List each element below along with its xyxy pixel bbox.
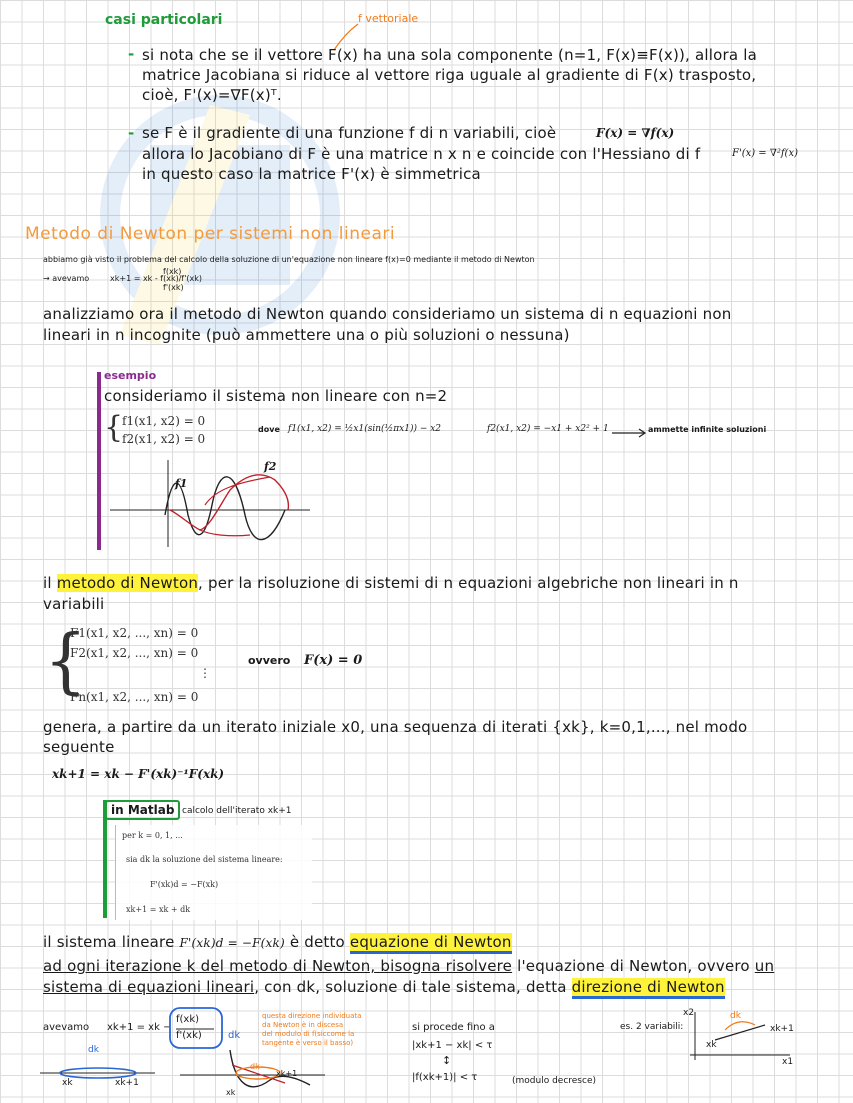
- bottom-iteration: xk+1 = xk −: [107, 1022, 172, 1033]
- definition-line2-b: l'equazione di Newton, ovvero: [517, 957, 750, 975]
- newton-line1-post: , per la risoluzione di sistemi di n equazioni algebriche non lineari in n: [198, 574, 739, 592]
- bottom-frac-num: f(xk): [176, 1014, 200, 1025]
- proc-line1: si procede fino a: [412, 1022, 495, 1033]
- matlab-tag: in Matlab: [105, 800, 180, 820]
- sketch1-xk1: xk+1: [115, 1078, 139, 1088]
- f1-definition: f1(x1, x2) = ½x1(sin(½πx1)) − x2: [288, 424, 442, 434]
- proc-line2: |xk+1 − xk| < τ: [412, 1040, 493, 1051]
- definition-line3-a: sistema di equazioni lineari: [43, 978, 255, 996]
- definition-line2-a: ad ogni iterazione k del metodo di Newton, bisogna risolvere: [43, 957, 513, 975]
- definition-pre: il sistema lineare: [43, 933, 175, 951]
- case2-formula2: F'(x) = ∇²f(x): [732, 148, 799, 159]
- example-eq2: f2(x1, x2) = 0: [122, 432, 206, 446]
- note-line2: da Newton è in discesa: [262, 1021, 344, 1029]
- definition-formula: F'(xk)d = −F(xk): [179, 936, 285, 950]
- bullet-case1: -: [128, 45, 135, 63]
- recall-prefix: → avevamo: [43, 274, 90, 283]
- definition-mid: è detto: [289, 933, 345, 951]
- newton-line1-highlight: metodo di Newton: [56, 574, 199, 592]
- recall-line1: abbiamo già visto il problema del calcolo della soluzione di un'equazione non lineare f(x)=0 mediante il metodo di Newton: [43, 255, 535, 264]
- sketch2-xk: xk: [226, 1088, 236, 1097]
- bottom-dk-label: dk: [228, 1030, 241, 1041]
- recall-formula: xk+1 = xk - f(xk)/f'(xk): [110, 274, 203, 283]
- example-label: esempio: [104, 369, 157, 382]
- definition-line3-b: , con dk, soluzione di tale sistema, detta: [254, 978, 567, 996]
- note-line1: questa direzione individuata: [262, 1012, 362, 1020]
- sketch3-dk: dk: [730, 1011, 741, 1021]
- bullet-case2: -: [128, 124, 135, 142]
- system-brace: {: [44, 620, 88, 703]
- graph-label-f2: f2: [264, 460, 277, 473]
- newton-1d-sketch: [40, 1043, 160, 1093]
- sketch3-xk1: xk+1: [770, 1024, 794, 1034]
- ammette-text: ammette infinite soluzioni: [648, 425, 767, 434]
- arrow-to-ammette: [612, 428, 648, 438]
- case1-line3: cioè, F'(x)=∇F(x)ᵀ.: [142, 86, 282, 104]
- newton-line1: [43, 574, 739, 592]
- case1-line1: si nota che se il vettore F(x) ha una sola componente (n=1, F(x)≡F(x)), allora la: [142, 46, 757, 64]
- two-var-label: es. 2 variabili:: [620, 1022, 684, 1032]
- algo-line3: F'(xk)d = −F(xk): [150, 880, 219, 889]
- definition-highlight: equazione di Newton: [350, 933, 512, 954]
- proc-line4: |f(xk+1)| < τ: [412, 1072, 478, 1083]
- f2-definition: f2(x1, x2) = −x1 + x2² + 1: [487, 424, 609, 434]
- sketch2-dk: dk: [250, 1062, 260, 1071]
- matlab-algorithm: [115, 825, 312, 920]
- example-bar: [97, 372, 101, 550]
- newton-line2: variabili: [43, 595, 105, 613]
- system-eq2: F2(x1, x2, ..., xn) = 0: [70, 646, 199, 660]
- system-eqn: Fn(x1, x2, ..., xn) = 0: [70, 690, 199, 704]
- proc-line5: (modulo decresce): [512, 1076, 596, 1086]
- dove-label: dove: [258, 425, 280, 434]
- sketch3-xk: xk: [706, 1040, 717, 1050]
- algo-line4: xk+1 = xk + dk: [126, 905, 191, 914]
- intro-line1: analizziamo ora il metodo di Newton quando consideriamo un sistema di n equazioni non: [43, 305, 732, 323]
- definition-line2: [43, 957, 774, 975]
- case2-line3: in questo caso la matrice F'(x) è simmetrica: [142, 165, 481, 183]
- frac-circle: [168, 1006, 228, 1050]
- casi-particolari-heading: casi particolari: [105, 12, 223, 28]
- system-dots: ⋮: [199, 666, 211, 680]
- case2-formula1: F(x) = ∇f(x): [596, 126, 675, 140]
- newton-tangent-sketch: [180, 1045, 330, 1100]
- recall-numerator: f(xk): [163, 267, 182, 276]
- definition-line3-highlight: direzione di Newton: [572, 978, 725, 999]
- sketch2-xk1: xk+1: [276, 1069, 298, 1078]
- example-graph: [110, 455, 330, 550]
- algo-line2: sia dk la soluzione del sistema lineare:: [126, 855, 283, 864]
- sketch1-xk: xk: [62, 1078, 73, 1088]
- newton-iteration: xk+1 = xk − F'(xk)⁻¹F(xk): [52, 767, 225, 781]
- intro-line2: lineari in n incognite (può ammettere una o più soluzioni o nessuna): [43, 326, 570, 344]
- definition-line3: [43, 978, 725, 996]
- proc-line3: ↕: [442, 1054, 452, 1067]
- definition-line1: [43, 933, 512, 951]
- algo-line1: per k = 0, 1, ...: [122, 831, 183, 840]
- axis-x2: x2: [683, 1008, 695, 1018]
- newton-line1-pre: il: [43, 574, 52, 592]
- ovvero-label: ovvero: [248, 654, 291, 667]
- axis-x1: x1: [782, 1057, 794, 1067]
- f-vettoriale-note: f vettoriale: [358, 12, 419, 25]
- generate-line1: genera, a partire da un iterato iniziale x0, una sequenza di iterati {xk}, k=0,1,..., nel modo: [43, 718, 748, 736]
- definition-line2-c: un: [754, 957, 775, 975]
- case2-line2: allora lo Jacobiano di F è una matrice n x n e coincide con l'Hessiano di f: [142, 145, 701, 163]
- example-text: consideriamo il sistema non lineare con n=2: [104, 387, 448, 405]
- example-eq1: f1(x1, x2) = 0: [122, 414, 206, 428]
- example-brace: {: [104, 410, 124, 445]
- matlab-caption: calcolo dell'iterato xk+1: [182, 806, 292, 816]
- bottom-avevamo: avevamo: [43, 1022, 90, 1033]
- case1-line2: matrice Jacobiana si riduce al vettore riga uguale al gradiente di F(x) trasposto,: [142, 66, 757, 84]
- graph-label-f1: f1: [175, 477, 188, 490]
- compact-system: F(x) = 0: [304, 653, 363, 668]
- sketch1-dk: dk: [88, 1045, 99, 1055]
- recall-denominator: f'(xk): [163, 283, 184, 292]
- bottom-frac-den: f'(xk): [176, 1030, 202, 1041]
- section-title: Metodo di Newton per sistemi non lineari: [25, 224, 396, 244]
- case2-line1: se F è il gradiente di una funzione f di n variabili, cioè: [142, 124, 557, 142]
- note-line4: tangente è verso il basso): [262, 1039, 354, 1047]
- system-eq1: F1(x1, x2, ..., xn) = 0: [70, 626, 199, 640]
- note-line3: del modulo di f(siccome la: [262, 1030, 355, 1038]
- generate-line2: seguente: [43, 738, 115, 756]
